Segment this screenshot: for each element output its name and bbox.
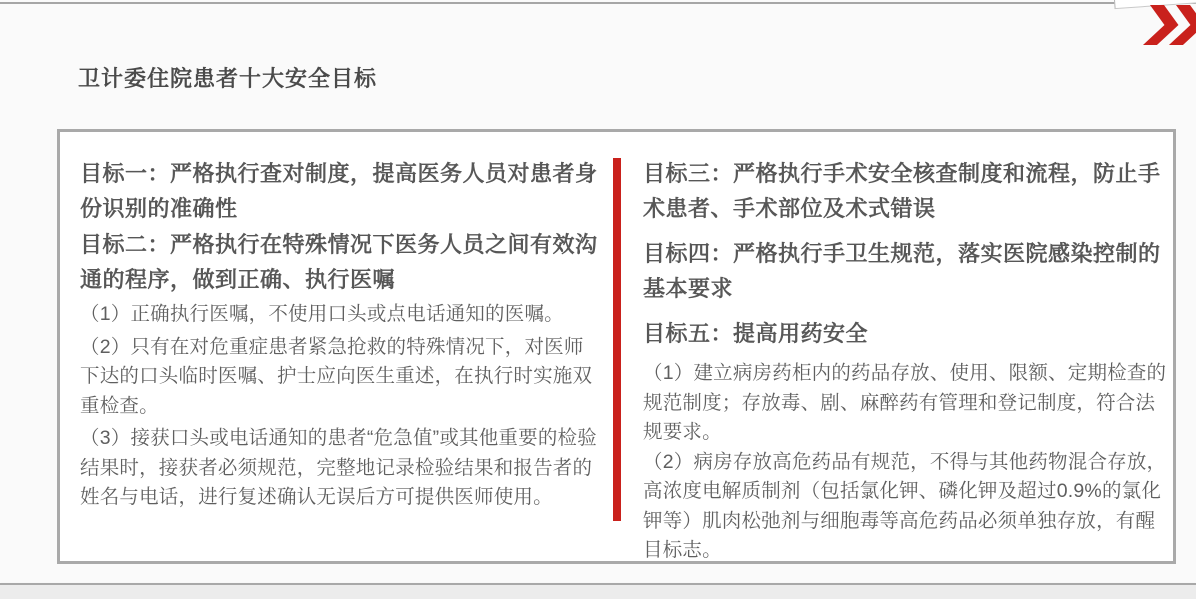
goals-content-box <box>57 129 1176 564</box>
goal-2-item-1: （1）正确执行医嘱，不使用口头或点电话通知的医嘱。 <box>80 303 564 325</box>
page-title: 卫计委住院患者十大安全目标 <box>78 66 378 91</box>
goal-2-item-2: （2）只有在对危重症患者紧急抢救的特殊情况下，对医师下达的口头临时医嘱、护士应向医生重述，在执行时实施双重检查。 <box>80 335 593 417</box>
goal-4-heading: 目标四：严格执行手卫生规范，落实医院感染控制的基本要求 <box>643 241 1161 301</box>
top-divider-line <box>0 2 1196 4</box>
goal-5-heading: 目标五：提高用药安全 <box>643 321 869 346</box>
left-goal-column <box>80 156 600 513</box>
goal-5-item-2: （2）病房存放高危药品有规范，不得与其他药物混合存放，高浓度电解质制剂（包括氯化钾、磷化钾及超过0.9%的氯化钾等）肌肉松弛剂与细胞毒等高危药品必须单独存放，有醒目标志。 <box>643 450 1167 561</box>
goal-2-heading: 目标二：严格执行在特殊情况下医务人员之间有效沟通的程序，做到正确、执行医嘱 <box>80 232 598 292</box>
red-vertical-divider <box>613 158 621 521</box>
right-goal-column <box>643 156 1168 566</box>
goal-3-heading: 目标三：严格执行手术安全核查制度和流程，防止手术患者、手术部位及术式错误 <box>643 161 1161 221</box>
double-chevron-right-icon <box>1142 5 1196 45</box>
goal-5-item-1: （1）建立病房药柜内的药品存放、使用、限额、定期检查的规范制度；存放毒、剧、麻醉药有管理和登记制度，符合法规要求。 <box>643 362 1167 443</box>
goal-2-item-3: （3）接获口头或电话通知的患者“危急值”或其他重要的检验结果时，接获者必须规范，完整地记录检验结果和报告者的姓名与电话，进行复述确认无误后方可提供医师使用。 <box>80 427 597 508</box>
app-background-strip <box>0 585 1196 599</box>
goal-1-heading: 目标一：严格执行查对制度，提高医务人员对患者身份识别的准确性 <box>80 161 598 221</box>
